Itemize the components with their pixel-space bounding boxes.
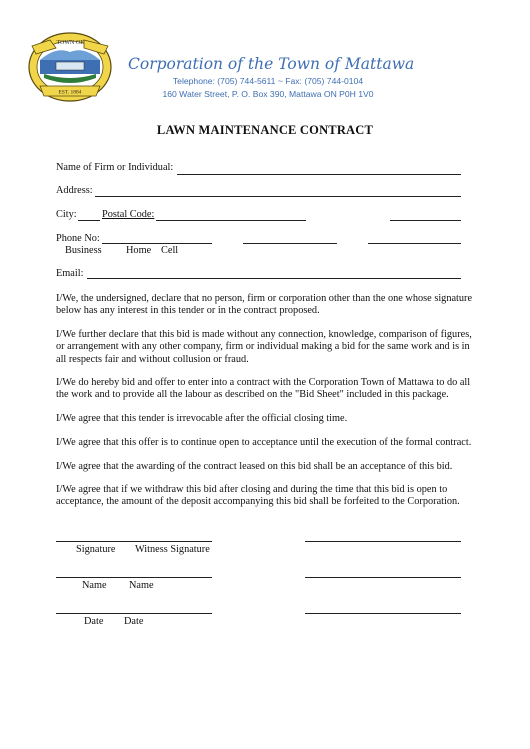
phone-home-field[interactable] <box>243 243 337 244</box>
declaration-paragraph: I/We do hereby bid and offer to enter into a contract with the Corporation Town of Mattawa to do all the work and to provide all the labour as described on the "Bid Sheet" included in this package. <box>56 377 471 401</box>
postal-code-field[interactable] <box>156 220 306 221</box>
signature-line[interactable] <box>56 541 212 542</box>
email-label: Email: <box>56 268 84 279</box>
declaration-paragraph: I/We agree that the awarding of the contract leased on this bid shall be an acceptance of this bid. <box>56 461 453 472</box>
date-line[interactable] <box>56 613 212 614</box>
date-line-right[interactable] <box>305 613 461 614</box>
phone-business-label: Business <box>65 245 102 256</box>
document-title: LAWN MAINTENANCE CONTRACT <box>156 123 374 137</box>
witness-signature-label: Witness Signature <box>135 544 210 555</box>
declaration-paragraph: I/We agree that this offer is to continue open to acceptance until the execution of the formal contract. <box>56 437 472 448</box>
seal-top-text: TOWN OF <box>56 40 84 46</box>
phone-business-field[interactable] <box>102 243 212 244</box>
email-field[interactable] <box>87 278 461 279</box>
signature-label: Signature <box>76 544 116 555</box>
declaration-paragraph: I/We further declare that this bid is made without any connection, knowledge, comparison of figures, or arrangement with any other company, firm or individual making a bid for the same work and is in all respects fair and without collusion or fraud. <box>56 329 472 365</box>
phone-home-label: Home <box>126 245 152 256</box>
name-of-firm-field[interactable] <box>177 174 461 175</box>
declaration-paragraph: I/We agree that this tender is irrevocable after the official closing time. <box>56 413 348 424</box>
address-label: Address: <box>56 185 93 196</box>
address-field[interactable] <box>95 196 461 197</box>
name-line-right[interactable] <box>305 577 461 578</box>
city-field[interactable] <box>78 220 100 221</box>
name-label-signer: Name <box>82 580 107 591</box>
signature-line-right[interactable] <box>305 541 461 542</box>
phone-label: Phone No: <box>56 233 100 244</box>
contact-phone-fax: Telephone: (705) 744-5611 ~ Fax: (705) 744-0104 <box>172 76 364 86</box>
phone-cell-field[interactable] <box>368 243 461 244</box>
town-seal-icon <box>26 30 114 104</box>
organization-name: Corporation of the Town of Mattawa <box>128 55 415 73</box>
city-extra-field[interactable] <box>390 220 461 221</box>
postal-code-label: Postal Code: <box>102 209 155 220</box>
city-label: City: <box>56 209 77 220</box>
seal-bottom-text: EST. 1884 <box>58 89 82 96</box>
contact-address: 160 Water Street, P. O. Box 390, Mattawa ON P0H 1V0 <box>162 88 374 99</box>
name-label-witness: Name <box>129 580 154 591</box>
date-label-witness: Date <box>124 616 144 627</box>
declaration-paragraph: I/We agree that if we withdraw this bid after closing and during the time that this bid is open to acceptance, the amount of the deposit accompanying this bid shall be forfeited to the Corporation. <box>56 484 460 508</box>
name-of-firm-label: Name of Firm or Individual: <box>56 162 174 173</box>
organization-contact <box>160 75 376 100</box>
phone-cell-label: Cell <box>161 245 179 256</box>
declaration-paragraph: I/We, the undersigned, declare that no person, firm or corporation other than the one whose signature below has any interest in this tender or in the contract proposed. <box>56 293 473 317</box>
date-label-signer: Date <box>84 616 104 627</box>
name-line[interactable] <box>56 577 212 578</box>
